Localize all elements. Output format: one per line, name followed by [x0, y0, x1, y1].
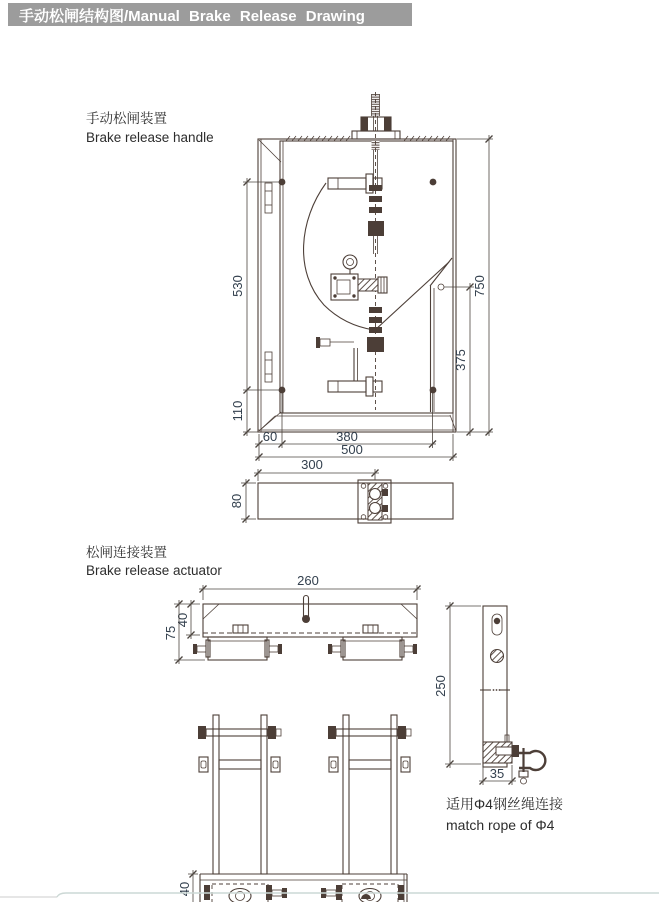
dim-75-label: 75 [163, 625, 178, 641]
handle-front-view [258, 92, 456, 432]
dim-380-label: 380 [336, 429, 358, 444]
header-bar [8, 3, 412, 26]
rope-clamp [483, 735, 519, 763]
dim-260-label: 260 [297, 573, 319, 588]
handle-top-view [229, 457, 453, 523]
dim-60-label: 60 [262, 429, 278, 444]
clamp-block-right [328, 637, 417, 660]
dim-250-label: 250 [433, 675, 448, 697]
rope-note-zh: 适用Φ4钢丝绳连接 [446, 796, 563, 812]
clamp-block-left [193, 637, 282, 660]
dim-110-label: 110 [230, 400, 245, 422]
base-bar [200, 874, 407, 902]
dim-300-label: 300 [301, 457, 323, 472]
actuator-front-view [163, 573, 421, 664]
rod-top-bracket [352, 94, 400, 150]
page-bottom-edge [0, 893, 659, 897]
crossbar-left [199, 757, 280, 772]
section1-title-zh: 手动松闸装置 [86, 111, 167, 126]
handle-swing-arc [304, 183, 374, 330]
dim-530-label: 530 [230, 275, 245, 297]
latch-mechanism [331, 255, 387, 300]
actuator-side-view [433, 602, 545, 785]
hinge-bottom [265, 352, 272, 382]
release-rod [367, 92, 384, 410]
top-bolt-left [198, 726, 281, 739]
top-bolt-right [328, 726, 411, 739]
cable-line [375, 262, 449, 330]
rope-note-en: match rope of Φ4 [446, 817, 555, 833]
lower-handle [328, 377, 382, 396]
dim-base-40-label: 40 [177, 881, 192, 897]
hinge-top [265, 183, 272, 213]
page-title: 手动松闸结构图/Manual Brake Release Drawing [19, 8, 365, 25]
center-pin [302, 596, 310, 624]
screw-top-right [430, 179, 437, 186]
section2-title-zh: 松闸连接装置 [86, 545, 167, 560]
dim-375-label: 375 [453, 349, 468, 371]
section2-title-en: Brake release actuator [86, 563, 222, 578]
dim-80-label: 80 [229, 493, 244, 509]
shackle-hook [519, 748, 545, 784]
crossbar-right [329, 757, 410, 772]
dim-35-label: 35 [489, 766, 505, 781]
dim-500-label: 500 [341, 442, 363, 457]
actuator-bottom-view [177, 715, 411, 902]
dim-40-label: 40 [175, 612, 190, 628]
dim-750-label: 750 [472, 275, 487, 297]
section1-title-en: Brake release handle [86, 130, 214, 145]
